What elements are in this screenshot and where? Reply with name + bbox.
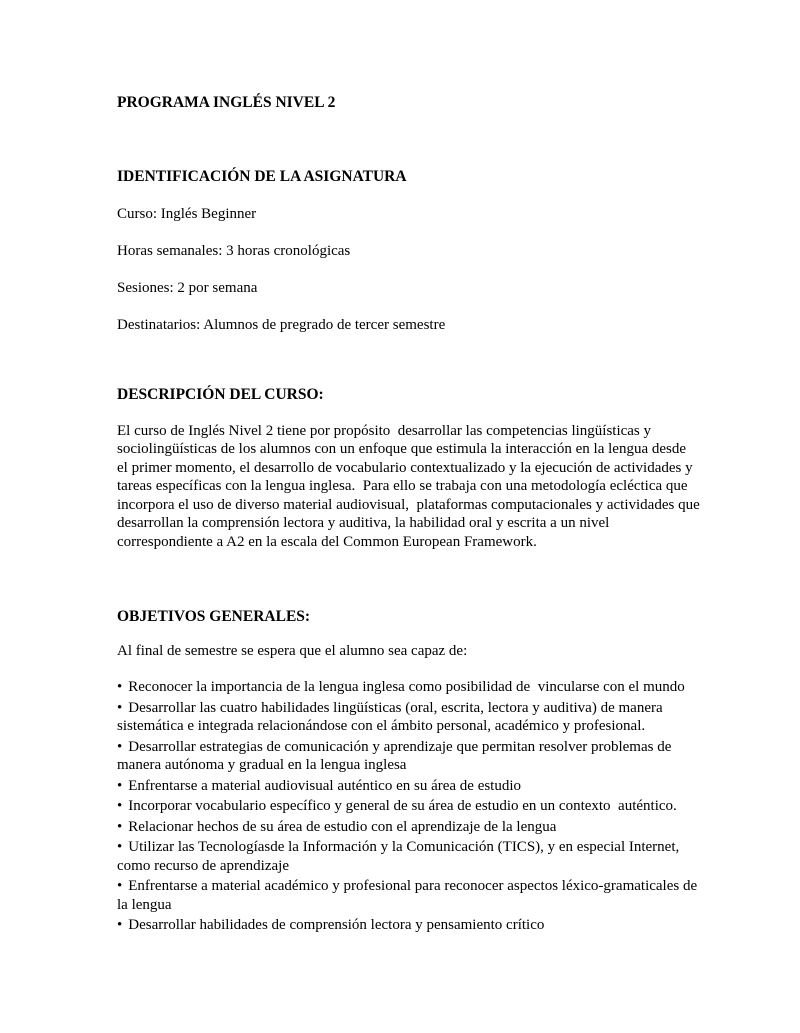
identification-lines [117,205,700,335]
bullet-icon: • [117,777,123,794]
identification-line: Horas semanales: 3 horas cronológicas [117,242,351,259]
objective-text: Utilizar las Tecnologíasde la Información y la Comunicación (TICS), y en especial Internet, como recurso de aprendizaje [117,839,684,874]
objective-text: Desarrollar habilidades de comprensión lectora y pensamiento crítico [128,917,545,933]
objective-text: Desarrollar las cuatro habilidades lingüísticas (oral, escrita, lectora y auditiva) de manera sistemática e integrada relacionándose con el ámbito personal, académico y profesional. [117,699,667,734]
objective-text: Enfrentarse a material audiovisual auténtico en su área de estudio [128,777,522,794]
objective-item [117,818,700,837]
bullet-icon: • [117,699,123,716]
description-paragraph: El curso de Inglés Nivel 2 tiene por propósito desarrollar las competencias lingüísticas y sociolingüísticas de los alumnos con un enfoque que estimula la interacción en la lengua desde el primer momento, el desarrollo de vocabulario contextualizado y la ejecución de actividades y tareas específicas con la lengua inglesa. Para ello se trabaja con una metodología ecléctica que incorpora el uso de diverso material audiovisual, plataformas computacionales y actividades que desarrollan la comprensión lectora y auditiva, la habilidad oral y escrita a un nivel correspondiente a A2 en la escala del Common European Framework. [117,422,704,550]
objective-text: Reconocer la importancia de la lengua inglesa como posibilidad de vincularse con el mundo [128,679,685,695]
objective-item [117,877,700,914]
bullet-icon: • [117,917,123,933]
bullet-icon: • [117,738,123,755]
bullet-icon: • [117,818,123,835]
identification-line: Destinatarios: Alumnos de pregrado de tercer semestre [117,316,446,333]
objective-item [117,916,700,935]
objectives-list [117,678,700,935]
bullet-icon: • [117,679,123,695]
objective-item [117,699,700,736]
objectives-heading: OBJETIVOS GENERALES: [117,608,311,625]
objective-text: Relacionar hechos de su área de estudio con el aprendizaje de la lengua [128,818,557,835]
objective-item [117,777,700,796]
bullet-icon: • [117,798,123,814]
objective-item [117,838,700,875]
objective-item [117,797,700,816]
objective-text: Desarrollar estrategias de comunicación y aprendizaje que permitan resolver problemas de manera autónoma y gradual en la lengua inglesa [117,738,676,773]
objective-item [117,738,700,775]
bullet-icon: • [117,878,123,894]
objective-item [117,678,700,697]
objective-text: Incorporar vocabulario específico y general de su área de estudio en un contexto auténtico. [128,798,677,814]
identification-line: Curso: Inglés Beginner [117,205,257,222]
identification-line: Sesiones: 2 por semana [117,279,258,296]
objective-text: Enfrentarse a material académico y profesional para reconocer aspectos léxico-gramaticales de la lengua [117,878,701,913]
section-description [117,386,704,551]
description-heading: DESCRIPCIÓN DEL CURSO: [117,386,324,403]
document-title: PROGRAMA INGLÉS NIVEL 2 [117,94,336,111]
section-objectives [117,608,700,935]
bullet-icon: • [117,839,123,855]
section-identification [117,168,700,335]
identification-heading: IDENTIFICACIÓN DE LA ASIGNATURA [117,167,407,185]
objectives-intro: Al final de semestre se espera que el alumno sea capaz de: [117,642,468,659]
document-content [117,94,704,935]
